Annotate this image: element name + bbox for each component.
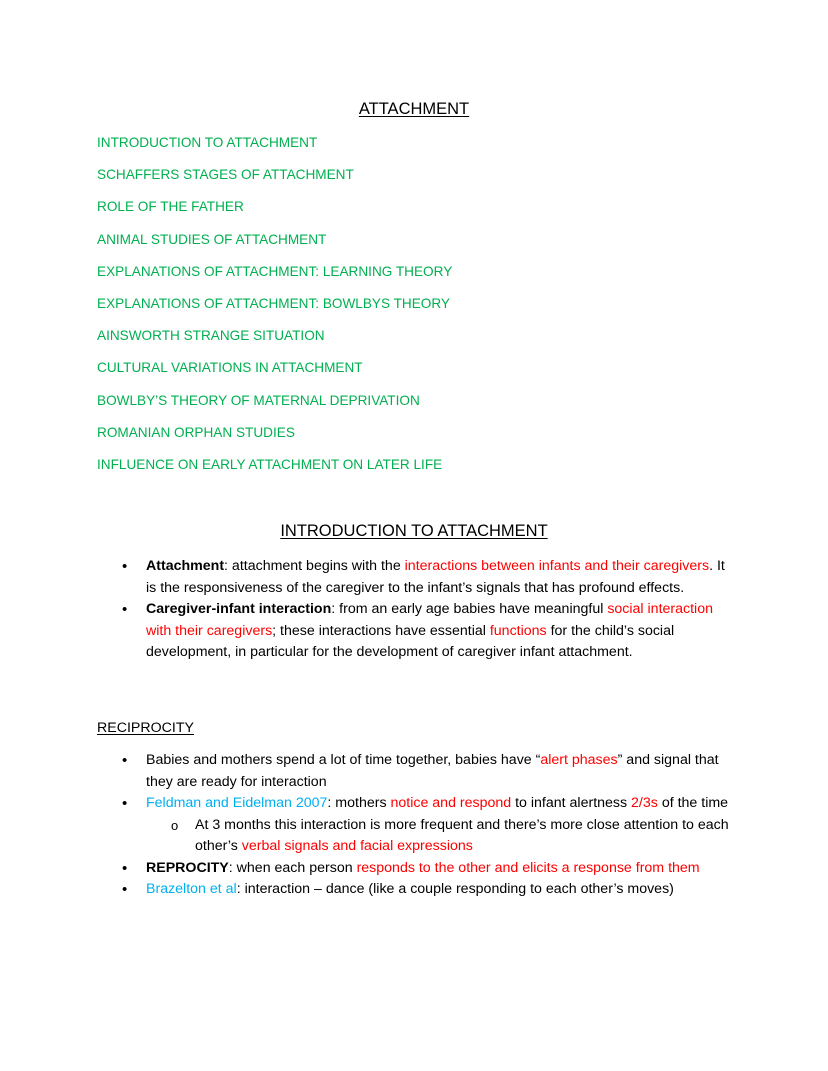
- text: : when each person: [228, 859, 357, 876]
- highlight: notice and respond: [390, 795, 512, 811]
- text: Babies and mothers spend a lot of time together, babies have “: [146, 752, 541, 768]
- toc-item-maternal-deprivation[interactable]: BOWLBY’S THEORY OF MATERNAL DEPRIVATION: [97, 392, 420, 408]
- bullet-alert-phases: [146, 750, 736, 793]
- subheading-reciprocity: RECIPROCITY: [97, 720, 194, 736]
- text: At 3 months this interaction is more frequent and there’s more close attention to each other’s: [195, 816, 729, 854]
- text: to infant alertness: [511, 795, 632, 811]
- highlight: social interaction with their caregivers: [146, 601, 713, 639]
- bullet-reprocity: [146, 858, 736, 880]
- bullet-caregiver-infant-interaction: [146, 599, 736, 664]
- toc-item-learning-theory[interactable]: EXPLANATIONS OF ATTACHMENT: LEARNING THEORY: [97, 263, 453, 279]
- highlight: alert phases: [540, 752, 618, 768]
- text: : from an early age babies have meaningful: [331, 601, 608, 617]
- highlight: verbal signals and facial expressions: [241, 838, 473, 854]
- table-of-contents: [97, 134, 452, 488]
- term: Attachment: [146, 558, 225, 574]
- toc-item-romanian-orphan[interactable]: ROMANIAN ORPHAN STUDIES: [97, 424, 295, 440]
- citation: Feldman and Eidelman 2007: [146, 795, 328, 811]
- text: : mothers: [327, 795, 391, 811]
- toc-item-animal-studies[interactable]: ANIMAL STUDIES OF ATTACHMENT: [97, 231, 327, 247]
- term: REPROCITY: [146, 859, 229, 876]
- toc-item-cultural-variations[interactable]: CULTURAL VARIATIONS IN ATTACHMENT: [97, 360, 363, 376]
- bullet-attachment: [146, 556, 736, 599]
- toc-item-role-of-father[interactable]: ROLE OF THE FATHER: [97, 199, 244, 215]
- sub-bullet-three-months: [146, 815, 736, 858]
- citation: Brazelton et al: [146, 881, 237, 897]
- text: of the time: [657, 795, 729, 811]
- toc-item-strange-situation[interactable]: AINSWORTH STRANGE SITUATION: [97, 328, 325, 344]
- toc-item-bowlbys-theory[interactable]: EXPLANATIONS OF ATTACHMENT: BOWLBYS THEORY: [97, 295, 450, 311]
- text: . It is the responsiveness of the caregiver to the infant’s signals that has profound effects.: [146, 558, 725, 596]
- highlight: functions: [489, 622, 547, 639]
- toc-item-schaffers-stages[interactable]: SCHAFFERS STAGES OF ATTACHMENT: [97, 167, 354, 183]
- toc-item-later-life[interactable]: INFLUENCE ON EARLY ATTACHMENT ON LATER LIFE: [97, 456, 443, 472]
- toc-item-introduction[interactable]: INTRODUCTION TO ATTACHMENT: [97, 135, 318, 150]
- bullet-brazelton: [146, 879, 736, 901]
- reciprocity-bullet-list: [146, 750, 736, 901]
- highlight: responds to the other and elicits a response from them: [356, 859, 700, 876]
- text: : attachment begins with the: [224, 558, 405, 574]
- highlight: interactions between infants and their caregivers: [404, 558, 710, 574]
- text: ” and signal that they are ready for interaction: [146, 752, 719, 790]
- text: for the child’s social development, in particular for the development of caregiver infant attachment.: [146, 622, 675, 660]
- text: ; these interactions have essential: [272, 622, 490, 639]
- highlight: 2/3s: [631, 795, 658, 811]
- section-heading-introduction: INTRODUCTION TO ATTACHMENT: [280, 522, 548, 540]
- term: Caregiver-infant interaction: [146, 601, 332, 617]
- intro-bullet-list: [146, 556, 736, 664]
- bullet-feldman-eidelman: [146, 793, 736, 815]
- text: : interaction – dance (like a couple responding to each other’s moves): [236, 881, 674, 897]
- document-title: ATTACHMENT: [358, 100, 470, 118]
